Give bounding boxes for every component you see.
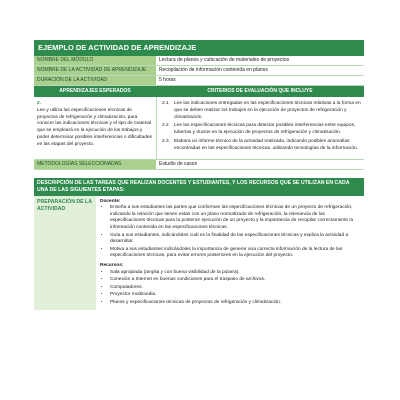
criteria-column-header: CRITERIOS DE EVALUACIÓN QUE INCLUYE [207, 88, 313, 94]
activity-name-row [34, 66, 364, 76]
module-label: NOMBRE DEL MÓDULO [34, 56, 156, 65]
criterion-item [162, 123, 361, 137]
module-row [34, 56, 364, 66]
criterion-item [162, 101, 361, 121]
teacher-item: • Motiva a sus estudiantes indicándoles la importancia de generar una correcta información de la lectura de las especificaciones técnicas, para evitar errores posteriores en la ejecución del proyecto. [110, 247, 360, 260]
teacher-item: • Guía a sus estudiantes, indicándoles cuál es la finalidad de las especificaciones técnicas y explica la actividad a desarrollar. [110, 233, 360, 246]
criterion-number: 2.2 [162, 123, 169, 129]
criterion-text: Lee las especificaciones técnicas para detectar posibles interferencias entre equipos, tuberías y ductos en la ejecución de proyectos de refrigeración y climatización. [174, 123, 356, 136]
duration-row [34, 76, 364, 86]
criterion-text: Lee las indicaciones entregadas en las especificaciones técnicas relativas a la forma en que se deben realizar los trabajos en la ejecución de proyectos de refrigeración y climatización. [174, 101, 361, 120]
learning-text: Lee y utiliza las especificaciones técnicas de proyectos de refrigeración y climatización, para conocer las indicaciones técnicas y el tipo de material que se empleará en la ejecución de los trabajos y poder determinar posibles interferencias o dificultades en las etapas del proyecto. [37, 107, 152, 147]
resource-item: • Sala apropiada (amplia y con buena visibilidad de la pizarra). [110, 270, 360, 277]
duration-value: 5 horas [159, 77, 176, 83]
criterion-item [162, 139, 361, 153]
document-title: EJEMPLO DE ACTIVIDAD DE APRENDIZAJE [34, 40, 364, 56]
teacher-item: • Enseña a sus estudiantes las partes que conforman las especificaciones técnicas de un proyecto de refrigeración, indicando la relación que tienen estas con un plano normalizado de refrigeración, la relevancia de las especificaciones técnicas para la posterior ejecución de un proyecto y la importancia de recopilar correctamente la información contenida en las especificaciones técnicas. [110, 205, 360, 231]
columns-header [34, 86, 364, 97]
criteria-list [156, 97, 364, 159]
duration-label: DURACIÓN DE LA ACTIVIDAD [34, 76, 156, 85]
resource-item: • Conexión a Internet en buenas condiciones para el traspaso de archivos. [110, 277, 360, 284]
learning-column-header: APRENDIZAJES ESPERADOS [59, 88, 131, 94]
resources-list [100, 270, 360, 307]
activity-name-value: Recopilación de información contenida en planos [159, 67, 268, 73]
description-band: DESCRIPCIÓN DE LAS TAREAS QUE REALIZAN DOCENTES Y ESTUDIANTES, Y LOS RECURSOS QUE SE UTILIZAN EN CADA UNA DE LAS SIGUIENTES ETAPAS: [34, 178, 364, 196]
preparation-label: PREPARACIÓN DE LA ACTIVIDAD [34, 196, 96, 311]
resource-item: • Planos y especificaciones técnicas de proyectos de refrigeración y climatización. [110, 300, 360, 307]
learning-criteria-row [34, 97, 364, 160]
teacher-list [100, 205, 360, 260]
module-value: Lectura de planos y cubicación de materiales de proyectos [159, 57, 290, 63]
learning-outcome [34, 97, 156, 159]
methodology-row [34, 160, 364, 170]
methodology-value: Estudio de casos [159, 160, 198, 167]
resource-item: • Proyector multimedia. [110, 292, 360, 299]
methodology-label: METODOLOGÍAS SELECCIONADAS [34, 160, 156, 169]
activity-name-label: NOMBRE DE LA ACTIVIDAD DE APRENDIZAJE [34, 66, 156, 75]
preparation-content [96, 196, 364, 311]
criterion-number: 2.1 [162, 101, 169, 106]
resources-heading: Recursos: [100, 262, 124, 268]
resource-item: • Computadores. [110, 285, 360, 292]
preparation-section [34, 196, 364, 311]
activity-sheet [34, 40, 364, 310]
teacher-heading: Docente: [100, 198, 121, 204]
criterion-text: Elabora un informe técnico de la actividad realizada, indicando posibles anomalías encontradas en las especificaciones técnicas, utilizando tecnologías de la información. [174, 138, 358, 151]
learning-number: 2. [37, 101, 42, 106]
criterion-number: 2.3 [162, 138, 169, 144]
